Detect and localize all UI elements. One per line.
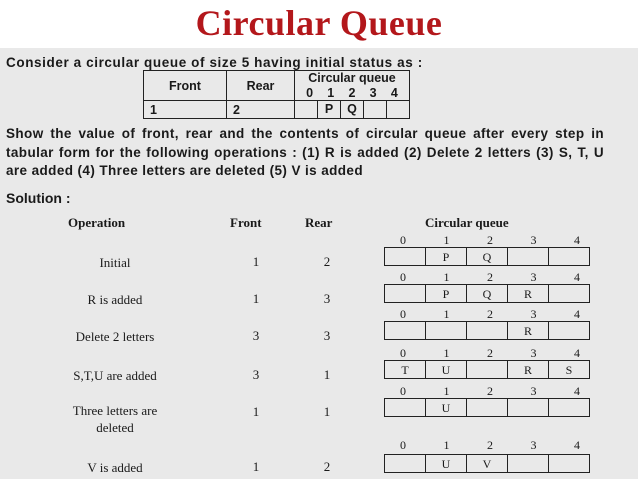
queue-slot: U [426,361,467,378]
rear-value: 1 [323,367,331,382]
rear-value: 1 [323,404,331,419]
index-label: 3 [530,438,537,452]
operation-line: Delete 2 letters [75,329,155,344]
circular-queue-box [384,454,590,473]
index-label: 0 [306,86,314,100]
index-row [392,346,588,361]
queue-slot [385,285,426,302]
operation-line: R is added [87,292,143,307]
queue-slot [385,455,426,472]
rear-column-header: Rear [305,215,333,230]
operation-line: deleted [96,420,134,435]
queue-slot: P [426,248,467,265]
queue-slot: R [508,361,549,378]
front-value: 1 [252,254,260,269]
operation-label [35,367,195,384]
index-row [392,384,588,399]
front-column-header: Front [230,215,262,230]
index-label: 0 [400,233,406,247]
queue-slot [467,322,508,339]
index-label: 4 [574,384,580,398]
queue-slot [364,101,387,118]
circular-queue-box [384,398,590,417]
queue-slots [295,101,410,119]
rear-value: 2 [227,101,295,119]
queue-slot [467,361,508,378]
operation-label [35,328,195,345]
index-label: 2 [487,346,493,360]
index-row [295,86,409,100]
queue-slot [295,101,318,118]
index-label: 4 [574,307,580,321]
slide-title: Circular Queue [195,3,443,43]
index-label: 1 [443,233,450,247]
front-value: 1 [252,291,260,306]
queue-slot [549,455,589,472]
queue-slot [549,399,589,416]
index-label: 2 [487,438,493,452]
index-label: 1 [443,438,450,452]
index-label: 4 [390,86,398,100]
rear-value: 3 [323,291,331,306]
front-value: 1 [144,101,227,119]
operation-line: Initial [99,255,131,270]
index-label: 2 [487,270,493,284]
queue-slot: T [385,361,426,378]
operation-line: V is added [87,460,143,475]
index-row [392,270,588,285]
queue-column-header: Circular queue [425,215,509,230]
rear-header: Rear [227,71,295,101]
circular-queue-box [384,321,590,340]
front-value: 3 [252,367,260,382]
queue-slot [385,399,426,416]
front-header: Front [144,71,227,101]
operation-label [35,254,195,271]
index-label: 3 [530,307,537,321]
index-label: 4 [574,346,580,360]
queue-slot [467,399,508,416]
index-label: 1 [327,86,335,100]
queue-slot [387,101,409,118]
circular-queue-label: Circular queue [308,71,396,85]
circular-queue-header [295,71,410,101]
index-label: 0 [400,438,406,452]
index-row [392,307,588,322]
index-label: 2 [487,233,493,247]
index-label: 4 [574,438,580,452]
queue-slot: U [426,455,467,472]
queue-slot [385,322,426,339]
intro-text: Consider a circular queue of size 5 having initial status as : [6,55,423,70]
circular-queue-box [384,247,590,266]
queue-slot [508,455,549,472]
circular-queue-box [384,360,590,379]
index-row [392,233,588,248]
index-label: 3 [530,346,537,360]
front-value: 1 [252,459,260,474]
index-label: 0 [400,307,406,321]
index-label: 2 [487,384,493,398]
operation-line: S,T,U are added [73,368,157,383]
operation-label [35,291,195,308]
index-label: 3 [530,233,537,247]
index-label: 4 [574,233,580,247]
queue-slot [508,248,549,265]
queue-slot [549,248,589,265]
index-label: 2 [487,307,493,321]
queue-slot: Q [341,101,364,118]
queue-slot [549,322,589,339]
queue-slot: R [508,322,549,339]
queue-slot: V [467,455,508,472]
circular-queue-box [384,284,590,303]
queue-slot: Q [467,248,508,265]
index-label: 3 [530,384,537,398]
index-label: 1 [443,307,450,321]
index-label: 3 [530,270,537,284]
rear-value: 2 [323,459,331,474]
rear-value: 2 [323,254,331,269]
rear-value: 3 [323,328,331,343]
operation-label [35,459,195,476]
index-label: 4 [574,270,580,284]
queue-slot: U [426,399,467,416]
initial-status-table [143,70,410,119]
front-value: 1 [252,404,260,419]
index-label: 1 [443,346,450,360]
queue-slot [426,322,467,339]
queue-slot: P [426,285,467,302]
queue-slot: Q [467,285,508,302]
index-label: 1 [443,270,450,284]
question-text: Show the value of front, rear and the contents of circular queue after every step in tabular form for the following operations : (1) R is added (2) Delete 2 letters (3) S, T, U are added (4) Three letters are deleted (5) V is added [6,126,604,178]
index-label: 0 [400,384,406,398]
solution-label: Solution : [6,190,71,206]
index-label: 0 [400,346,406,360]
front-value: 3 [252,328,260,343]
index-row [392,438,588,453]
index-label: 0 [400,270,406,284]
index-label: 1 [443,384,450,398]
queue-slot [549,285,589,302]
operation-column-header: Operation [68,215,126,230]
queue-slot [385,248,426,265]
index-label: 3 [369,86,377,100]
queue-slot [508,399,549,416]
operation-line: Three letters are [72,403,158,418]
queue-slot: R [508,285,549,302]
queue-slot: S [565,363,573,377]
index-label: 2 [348,86,356,100]
queue-slot: P [318,101,341,118]
operation-label [35,402,195,436]
